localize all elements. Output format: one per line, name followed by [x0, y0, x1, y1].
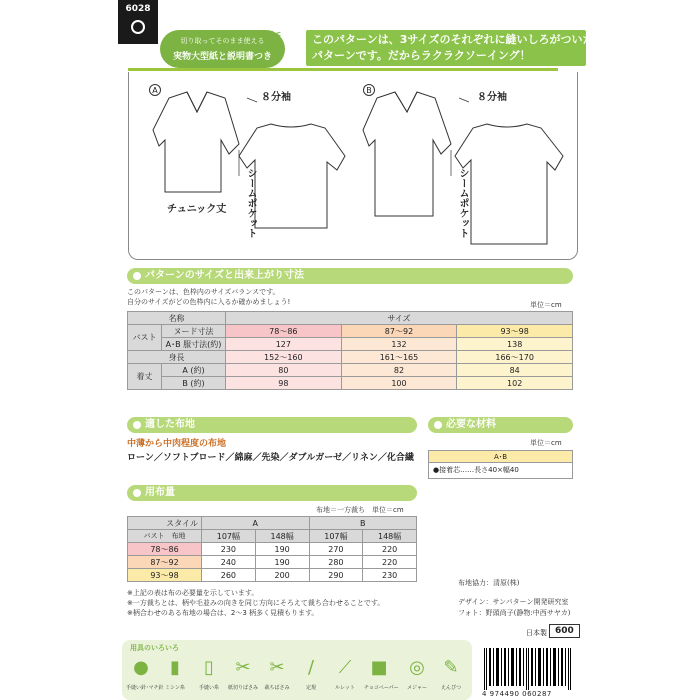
col-name: 名称 [128, 312, 226, 325]
tool-label: 手縫い糸 [198, 685, 219, 691]
yardage-notes [127, 588, 427, 618]
materials-row [428, 463, 573, 479]
tool-pins [126, 654, 164, 691]
tracing-wheel-icon: ⟋ [338, 657, 352, 678]
barcode [482, 648, 574, 690]
col-a: A [202, 517, 310, 530]
table-cell: 100 [341, 377, 457, 390]
size-note2: 自分のサイズがどの色枠内に入るか確かめましょう! [127, 298, 291, 306]
spool-icon: ▮ [170, 657, 180, 678]
tool-label: チョコペーパー [364, 685, 399, 691]
divider [128, 68, 558, 71]
table-cell: 78～86 [226, 325, 342, 338]
tool-fabric-scissors [262, 654, 292, 691]
barcode-bars [482, 648, 574, 690]
table-cell: 220 [363, 556, 417, 569]
tools-panel [122, 640, 472, 700]
length-label: 着丈 [128, 364, 162, 390]
style-a-tag: A [149, 84, 161, 96]
tools-title: 用具のいろいろ [130, 644, 179, 652]
style-a-front [153, 92, 239, 192]
size-section-title: パターンのサイズと出来上がり寸法 [127, 268, 573, 284]
table-cell: 80 [226, 364, 342, 377]
pattern-code: 6028 [125, 4, 151, 14]
paper-icon: ■ [370, 657, 388, 678]
tool-label: ルレット [335, 685, 355, 691]
table-cell: 240 [202, 556, 256, 569]
a-len-label: A (約) [162, 364, 226, 377]
size-cell: 78～86 [128, 543, 202, 556]
table-cell: 98 [226, 377, 342, 390]
tool-label: 紙切りばさみ [228, 685, 259, 691]
size-unit: 単位＝cm [530, 301, 562, 309]
badge-line2: 実物大型紙と説明書つき [172, 52, 272, 62]
materials-section-title: 必要な材料 [428, 417, 573, 433]
style-b-pocket: シームポケット [457, 168, 468, 238]
promo-line2: パターンです。だからラクラクソーイング！ [312, 49, 531, 62]
promo-line1: このパターンは、3サイズのそれぞれに縫いしろがついた [312, 33, 594, 46]
bust-label-2: バスト [143, 532, 165, 540]
yardage-note2: ※一方裁ちとは、柄や毛並みの向きを同じ方向にそろえて裁ち合わせることです。 [127, 599, 385, 607]
style-label: スタイル [128, 517, 202, 530]
materials-col: A･B [428, 450, 573, 463]
price: 600 [549, 624, 580, 638]
table-cell: 270 [309, 543, 363, 556]
w148-b: 148幅 [363, 530, 417, 543]
tool-label: 定規 [305, 685, 316, 691]
tool-label: えんぴつ [440, 685, 461, 691]
table-cell: 87～92 [341, 325, 457, 338]
materials-unit: 単位＝cm [530, 439, 562, 447]
style-a-length: チュニック丈 [167, 204, 227, 215]
table-cell: 152～160 [226, 351, 342, 364]
pencil-icon: ✎ [443, 657, 459, 678]
made-in: 日本製 [526, 629, 547, 637]
size-cell: 93～98 [128, 569, 202, 582]
pincushion-icon: ● [133, 657, 149, 678]
w107-a: 107幅 [202, 530, 256, 543]
table-cell: 132 [341, 338, 457, 351]
tool-label: メジャー [407, 685, 427, 691]
tool-measure [402, 654, 432, 691]
pattern-badge [160, 30, 285, 68]
style-b-back [455, 124, 563, 244]
w107-b: 107幅 [309, 530, 363, 543]
badge-line1: 切り取ってそのまま使える [180, 37, 265, 45]
table-cell: 230 [202, 543, 256, 556]
style-a-sleeve: ８分袖 [261, 92, 291, 103]
bust-width-label [128, 530, 202, 543]
table-cell: 102 [457, 377, 573, 390]
table-cell: 190 [255, 543, 309, 556]
hole-icon [131, 20, 145, 34]
credits [458, 578, 570, 619]
thread-icon: ▯ [204, 657, 214, 678]
fabric-subtitle: 中薄から中肉程度の布地 [127, 439, 227, 449]
yardage-note3: ※柄合わせのある布地の場合は、2～3 柄多く見積もります。 [127, 609, 319, 617]
col-b: B [309, 517, 417, 530]
materials-table [428, 450, 573, 479]
tool-label: 手縫い針･マチ針 [126, 685, 164, 691]
nude-label: ヌード寸法 [162, 325, 226, 338]
fabric-list: ローン／ソフトブロード／綿麻／先染／ダブルガーゼ／リネン／化合繊 [127, 453, 414, 463]
pattern-code-tab [118, 0, 158, 44]
table-cell: 82 [341, 364, 457, 377]
materials-value: ……長さ40×幅40 [460, 466, 519, 474]
garment-drawings [129, 72, 579, 260]
credit-photo: フォト：野頭尚子(静物:中西サヤカ) [458, 609, 571, 617]
fabric-section-title: 適した布地 [127, 417, 417, 433]
b-len-label: B (約) [162, 377, 226, 390]
tool-paper-scissors [228, 654, 258, 691]
w148-a: 148幅 [255, 530, 309, 543]
tool-pencil [436, 654, 466, 691]
table-cell: 230 [363, 569, 417, 582]
style-b-tag: B [363, 84, 375, 96]
credit-cooperation: 布地協力：清原(株) [458, 579, 520, 587]
materials-item: ●接着芯 [433, 466, 461, 474]
garment-illustrations [128, 72, 578, 260]
scissors-icon: ✂ [270, 27, 282, 43]
tool-label: ミシン糸 [165, 685, 185, 691]
yardage-unit: 布地＝一方裁ち 単位＝cm [316, 506, 404, 514]
yardage-table [127, 516, 417, 582]
style-a-pocket: シームポケット [245, 168, 256, 238]
style-b-front [363, 92, 451, 216]
table-cell: 260 [202, 569, 256, 582]
table-cell: 166～170 [457, 351, 573, 364]
table-cell: 190 [255, 556, 309, 569]
credit-design: デザイン：サンパターン開発研究室 [458, 598, 569, 606]
size-table [127, 311, 573, 390]
barcode-number: 4 974490 060287 [482, 690, 552, 698]
height-label: 身長 [128, 351, 226, 364]
table-cell: 93～98 [457, 325, 573, 338]
tool-ruler [296, 654, 326, 691]
table-cell: 138 [457, 338, 573, 351]
tape-measure-icon: ◎ [409, 657, 425, 678]
tool-label: 裁ちばさみ [264, 685, 290, 691]
table-cell: 127 [226, 338, 342, 351]
size-cell: 87～92 [128, 556, 202, 569]
ab-label: A･B 服寸法(約) [162, 338, 226, 351]
table-cell: 200 [255, 569, 309, 582]
col-size: サイズ [226, 312, 573, 325]
ruler-icon: / [307, 657, 315, 678]
width-label: 布地 [171, 532, 186, 540]
style-b-sleeve: ８分袖 [477, 92, 507, 103]
tool-tracing-wheel [330, 654, 360, 691]
promo-text [306, 30, 594, 66]
shears-icon: ✂ [269, 657, 285, 678]
table-cell: 280 [309, 556, 363, 569]
table-cell: 84 [457, 364, 573, 377]
table-cell: 290 [309, 569, 363, 582]
table-cell: 220 [363, 543, 417, 556]
tool-chaco-paper [364, 654, 399, 691]
yardage-section-title: 用布量 [127, 485, 417, 501]
size-note [127, 287, 290, 307]
tool-hand-thread [194, 654, 224, 691]
bust-label: バスト [128, 325, 162, 351]
size-note1: このパターンは、色枠内のサイズバランスです。 [127, 288, 280, 296]
table-cell: 161～165 [341, 351, 457, 364]
yardage-note1: ※上記の表は布の必要量を示しています。 [127, 589, 259, 597]
scissors-icon: ✂ [235, 657, 251, 678]
tool-machine-thread [160, 654, 190, 691]
